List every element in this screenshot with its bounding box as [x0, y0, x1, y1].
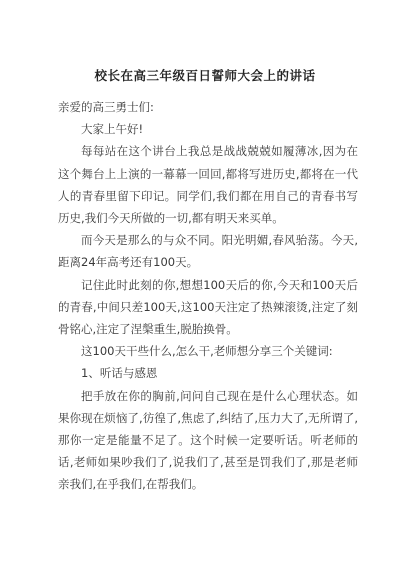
section-heading: 1、听话与感恩 [81, 366, 158, 381]
salutation: 亲爱的高三勇士们: [58, 100, 154, 114]
greeting: 大家上午好! [81, 122, 144, 137]
body-paragraph: 而今天是那么的与众不同。阳光明媚,春风骀荡。今天,距离24年高考还有100天。 [58, 233, 358, 270]
body-paragraph: 记住此时此刻的你,想想100天后的你,今天和100天后的青春,中间只差100天,这100天注定了热辣滚烫,注定了刻骨铭心,注定了涅槃重生,脱胎换骨。 [58, 277, 358, 337]
body-paragraph: 每每站在这个讲台上我总是战战兢兢如履薄冰,因为在这个舞台上上演的一幕幕一回回,都将写进历史,都将在一代人的青春里留下印记。同学们,我们都在用自己的青春书写历史,我们今天所做的一切,都有明天来买单。 [58, 144, 358, 226]
body-paragraph: 把手放在你的胸前,问问自己现在是什么心理状态。如果你现在烦恼了,彷徨了,焦虑了,纠结了,压力大了,无所谓了,那你一定是能量不足了。这个时候一定要听话。听老师的话,老师如果吵我们了,说我们了,甚至是罚我们了,那是老师亲我们,在乎我们,在帮我们。 [58, 388, 358, 492]
document-body [58, 96, 358, 496]
body-paragraph: 这100天干些什么,怎么干,老师想分享三个关键词: [81, 344, 333, 359]
document-title: 校长在高三年级百日誓师大会上的讲话 [94, 68, 316, 83]
